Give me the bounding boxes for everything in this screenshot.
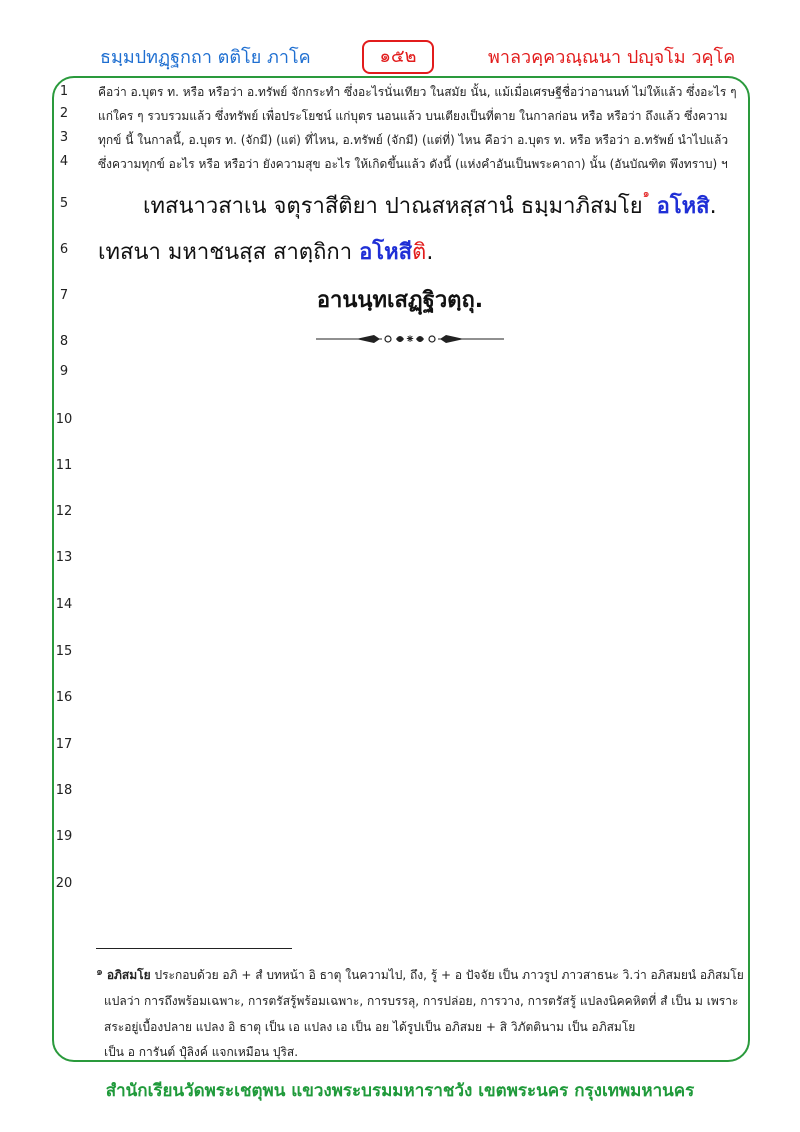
page-number-box: ๑๕๒ (362, 40, 434, 74)
line-number: 14 (55, 597, 73, 612)
line-number: 16 (55, 690, 73, 705)
footnote-line-1-text: ประกอบด้วย อภิ + สํ บทหน้า อิ ธาตุ ในความไป, ถึง, รู้ + อ ปัจจัย เป็น ภาวรูป ภาวสาธนะ วิ.ว่า อภิสมยนํ อภิสมโย (150, 968, 744, 982)
pali-line-6-iti: ติ (412, 240, 427, 265)
line-number: 1 (59, 84, 69, 99)
body-line-4: ซึ่งความทุกข์ อะไร หรือ หรือว่า ยังความสุข อะไร ให้เกิดขึ้นแล้ว ดังนี้ (แห่งคำอันเป็นพระคาถา) นั้น (อันบัณฑิต พึงทราบ) ฯ (98, 157, 728, 171)
footnote-reference: ๑ (642, 187, 650, 200)
footnote-term: อภิสมโย (106, 968, 151, 982)
pali-line-5 (143, 188, 717, 223)
line-number: 9 (59, 364, 69, 379)
line-number: 2 (59, 106, 69, 121)
line-number: 10 (55, 412, 73, 427)
pali-line-6-verb: อโหสี (359, 240, 413, 265)
footnote-line-2: แปลว่า การถึงพร้อมเฉพาะ, การตรัสรู้พร้อมเฉพาะ, การบรรลุ, การปล่อย, การวาง, การตรัสรู้ แปลงนิคคหิตที่ สํ เป็น ม เพราะ (104, 994, 739, 1008)
body-line-2: แก่ใคร ๆ รวบรวมแล้ว ซึ่งทรัพย์ เพื่อประโยชน์ แก่บุตร นอนแล้ว บนเตียงเป็นที่ตาย ในกาลก่อน หรือ หรือว่า ถึงแล้ว ซึ่งความ (98, 109, 728, 123)
line-number: 19 (55, 829, 73, 844)
pali-line-6-text: เทสนา มหาชนสฺส สาตฺถิกา (98, 240, 360, 265)
footnote-line-3: สระอยู่เบื้องปลาย แปลง อิ ธาตุ เป็น เอ แปลง เอ เป็น อย ได้รูปเป็น อภิสมย + สิ วิภัตตินาม เป็น อภิสมโย (104, 1020, 636, 1034)
pali-line-5-period: . (709, 194, 717, 219)
footnote-rule (96, 948, 292, 949)
line-number: 17 (55, 737, 73, 752)
header-book-title: ธมฺมปทฏฺฐกถา ตติโย ภาโค (100, 47, 311, 68)
line-number: 3 (59, 130, 69, 145)
line-number: 15 (55, 644, 73, 659)
svg-text:⁕: ⁕ (404, 332, 416, 346)
footnote-line-1 (96, 966, 744, 985)
line-number: 11 (55, 458, 73, 473)
line-number: 12 (55, 504, 73, 519)
line-number: 4 (59, 154, 69, 169)
line-number: 6 (59, 242, 69, 257)
line-number: 8 (59, 334, 69, 349)
footnote-marker: ๑ (96, 965, 103, 978)
pali-line-5-verb: อโหสิ (656, 194, 710, 219)
line-number: 18 (55, 783, 73, 798)
footnote-line-4: เป็น อ การันต์ ปุํลิงค์ แจกเหมือน ปุริส. (104, 1045, 299, 1059)
header-chapter-title: พาลวคฺควณฺณนา ปญฺจโม วคฺโค (488, 47, 736, 68)
pali-line-5-text: เทสนาวสาเน จตุราสีติยา ปาณสหสฺสานํ ธมฺมาภิสมโย (143, 194, 643, 219)
line-number: 7 (59, 288, 69, 303)
footer-institution: สำนักเรียนวัดพระเชตุพน แขวงพระบรมมหาราชวัง เขตพระนคร กรุงเทพมหานคร (105, 1081, 695, 1101)
body-line-3: ทุกข์ นี้ ในกาลนี้, อ.บุตร ท. (จักมี) (แต่) ที่ไหน, อ.ทรัพย์ (จักมี) (แต่ที่) ไหน คือว่า อ.บุตร ท. หรือ หรือว่า อ.ทรัพย์ นำไปแล้ว (98, 133, 729, 147)
ornament-divider (316, 331, 504, 347)
story-end-title: อานนฺทเสฏฺฐิวตฺถุ. (316, 288, 484, 313)
line-number: 20 (55, 876, 73, 891)
pali-line-6-period: . (426, 240, 434, 265)
pali-line-6 (98, 234, 433, 269)
line-number: 13 (55, 550, 73, 565)
page-frame (52, 76, 750, 1062)
body-line-1: คือว่า อ.บุตร ท. หรือ หรือว่า อ.ทรัพย์ จักกระทำ ซึ่งอะไรนั่นเทียว ในสมัย นั้น, แม้เมื่อเศรษฐีชื่อว่าอานนท์ ไม่ให้แล้ว ซึ่งอะไร ๆ (98, 85, 737, 99)
line-number: 5 (59, 196, 69, 211)
